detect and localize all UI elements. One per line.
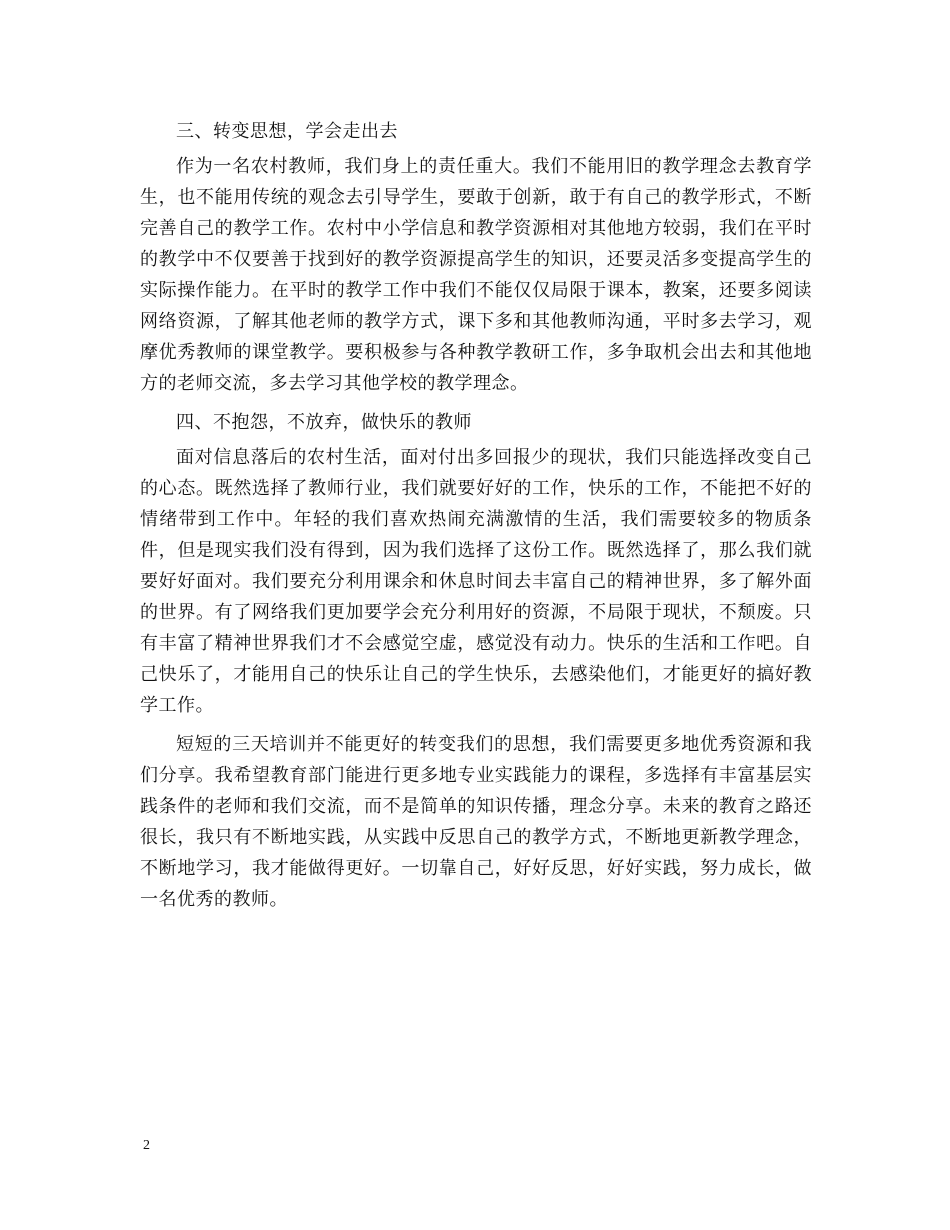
section-paragraph-4: 面对信息落后的农村生活，面对付出多回报少的现状，我们只能选择改变自己的心态。既然选择了教师行业，我们就要好好的工作，快乐的工作，不能把不好的情绪带到工作中。年轻的我们喜欢热闹充满激情的生活，我们需要较多的物质条件，但是现实我们没有得到，因为我们选择了这份工作。既然选择了，那么我们就要好好面对。我们要充分利用课余和休息时间去丰富自己的精神世界，多了解外面的世界。有了网络我们更加要学会充分利用好的资源，不局限于现状，不颓废。只有丰富了精神世界我们才不会感觉空虚，感觉没有动力。快乐的生活和工作吧。自己快乐了，才能用自己的快乐让自己的学生快乐，去感染他们，才能更好的搞好教学工作。	[140, 447, 812, 716]
document-body	[140, 116, 812, 923]
section-heading-4: 四、不抱怨，不放弃，做快乐的教师	[176, 412, 472, 433]
closing-paragraph: 短短的三天培训并不能更好的转变我们的思想，我们需要更多地优秀资源和我们分享。我希望教育部门能进行更多地专业实践能力的课程，多选择有丰富基层实践条件的老师和我们交流，而不是简单的知识传播，理念分享。未来的教育之路还很长，我只有不断地实践，从实践中反思自己的教学方式，不断地更新教学理念，不断地学习，我才能做得更好。一切靠自己，好好反思，好好实践，努力成长，做一名优秀的教师。	[140, 734, 812, 910]
page-number: 2	[143, 1138, 150, 1153]
section-heading-3: 三、转变思想，学会走出去	[176, 121, 398, 142]
section-paragraph-3: 作为一名农村教师，我们身上的责任重大。我们不能用旧的教学理念去教育学生，也不能用传统的观念去引导学生，要敢于创新，敢于有自己的教学形式，不断完善自己的教学工作。农村中小学信息和教学资源相对其他地方较弱，我们在平时的教学中不仅要善于找到好的教学资源提高学生的知识，还要灵活多变提高学生的实际操作能力。在平时的教学工作中我们不能仅仅局限于课本，教案，还要多阅读网络资源，了解其他老师的教学方式，课下多和其他教师沟通，平时多去学习，观摩优秀教师的课堂教学。要积极参与各种教学教研工作，多争取机会出去和其他地方的老师交流，多去学习其他学校的教学理念。	[140, 156, 812, 394]
